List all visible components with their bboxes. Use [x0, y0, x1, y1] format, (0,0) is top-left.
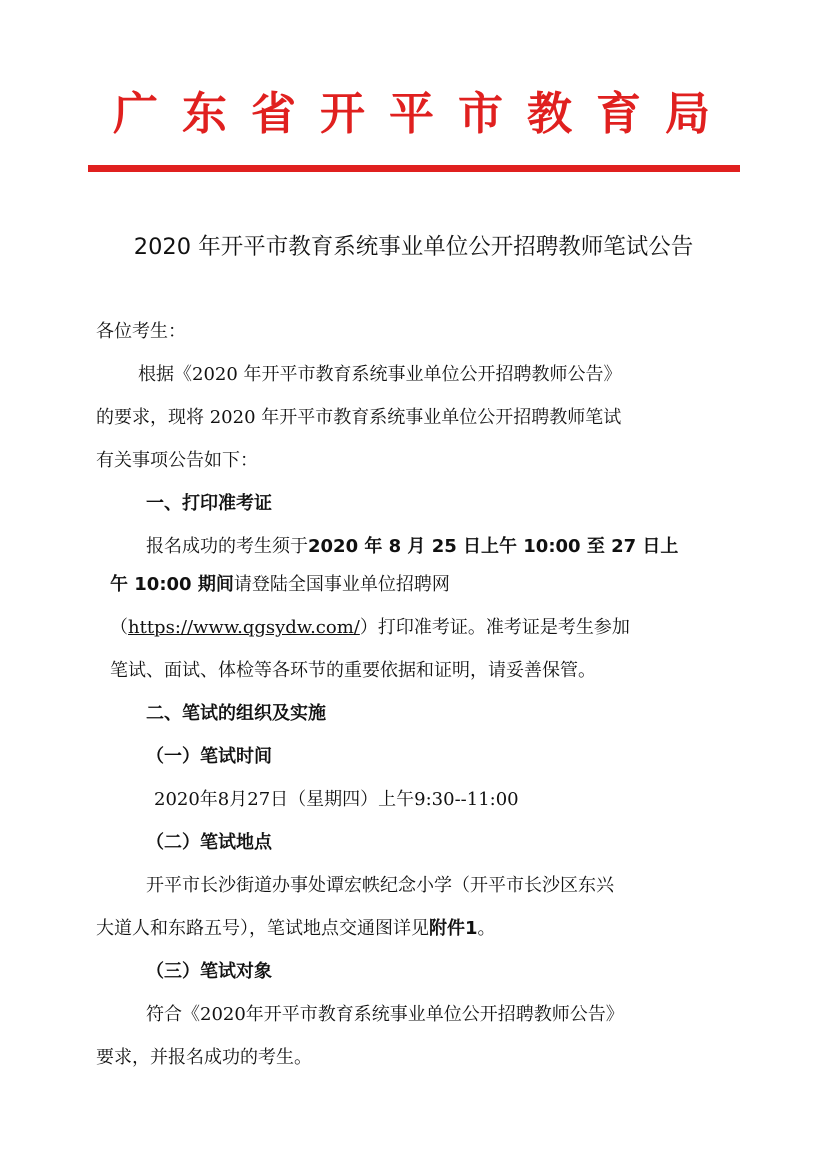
exam-location-line-1: 开平市长沙街道办事处谭宏帙纪念小学（开平市长沙区东兴 [146, 875, 614, 896]
section1-date-range-a: 2020 年 8 月 25 日上午 10:00 至 27 日上 [308, 536, 679, 557]
section1-date-range-b: 午 10:00 期间 [110, 574, 234, 595]
section2-sub3-heading: （三）笔试对象 [146, 961, 272, 982]
section2-heading: 二、笔试的组织及实施 [146, 703, 326, 724]
section1-prefix: 报名成功的考生须于 [146, 536, 308, 557]
section2-sub2-heading: （二）笔试地点 [146, 832, 272, 853]
attachment-1-ref: 附件1 [429, 918, 478, 939]
document-title: 2020 年开平市教育系统事业单位公开招聘教师笔试公告 [133, 234, 694, 260]
intro-line-2: 的要求，现将 2020 年开平市教育系统事业单位公开招聘教师笔试 [96, 407, 622, 428]
intro-line-1: 根据《2020 年开平市教育系统事业单位公开招聘教师公告》 [138, 364, 622, 385]
masthead-org-name: 广东省开平市教育局 [112, 87, 734, 140]
recruitment-site-link[interactable]: https://www.qgsydw.com/ [128, 617, 360, 638]
intro-line-3: 有关事项公告如下： [96, 450, 258, 471]
section1-suffix: 请登陆全国事业单位招聘网 [233, 574, 450, 595]
masthead-red-rule [88, 165, 740, 172]
section1-heading: 一、打印准考证 [146, 493, 272, 514]
section2-sub1-heading: （一）笔试时间 [146, 746, 272, 767]
exam-eligibility-line-1: 符合《2020年开平市教育系统事业单位公开招聘教师公告》 [146, 1004, 624, 1025]
section1-para-line-4: 笔试、面试、体检等各环节的重要依据和证明，请妥善保管。 [110, 660, 596, 681]
exam-time-text: 2020年8月27日（星期四）上午9:30--11:00 [154, 789, 519, 810]
section1-para-line-3 [110, 614, 630, 642]
section1-print-text: ）打印准考证。准考证是考生参加 [359, 617, 630, 638]
exam-location-line-2 [96, 915, 496, 943]
section1-para-line-2 [110, 571, 450, 599]
exam-eligibility-line-2: 要求，并报名成功的考生。 [96, 1047, 312, 1068]
section1-para-line-1 [146, 533, 678, 561]
greeting: 各位考生： [96, 321, 186, 342]
exam-location-prefix: 大道人和东路五号），笔试地点交通图详见 [96, 918, 429, 939]
url-paren-open: （ [110, 617, 128, 638]
exam-location-suffix: 。 [477, 918, 496, 939]
